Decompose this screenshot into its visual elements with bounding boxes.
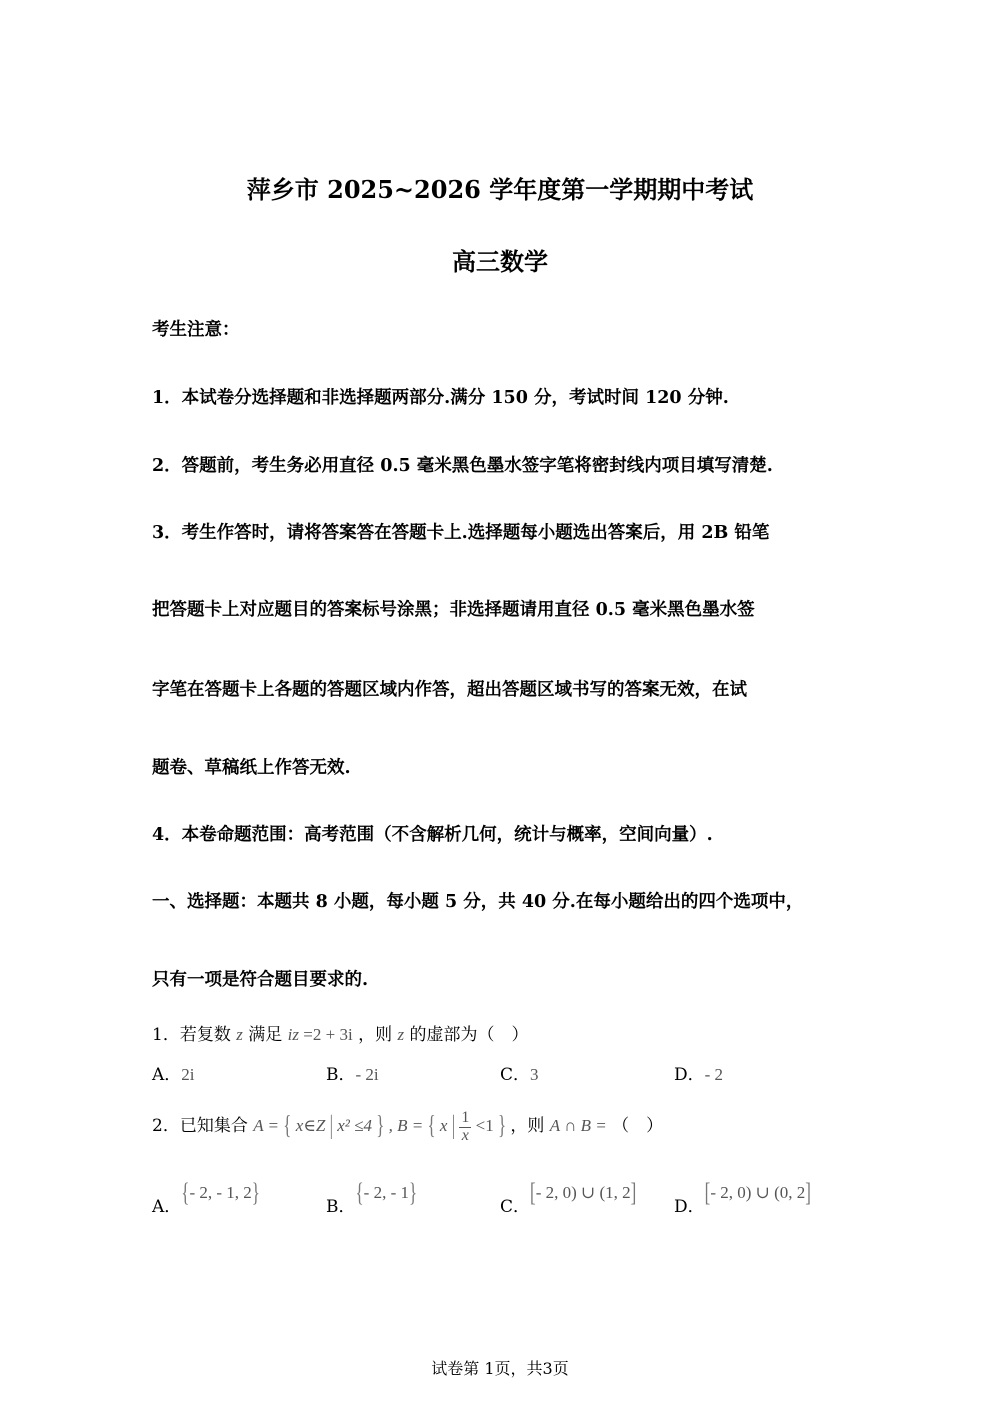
q2-fraction (459, 1110, 471, 1145)
right-brace-icon: } (497, 1110, 507, 1140)
vertical-bar-icon: | (329, 1110, 333, 1140)
q2-suffix: （ ） (612, 1116, 664, 1136)
option-value: 3 (530, 1065, 539, 1084)
q1-option-c (500, 1060, 539, 1085)
option-value: - 2i (355, 1065, 379, 1084)
fraction-numerator: 1 (461, 1108, 470, 1126)
left-bracket-icon: [ (530, 1177, 536, 1207)
notice-line-4: 4．本卷命题范围：高考范围（不含解析几何，统计与概率，空间向量）. (152, 825, 713, 845)
notice-line-3d: 题卷、草稿纸上作答无效. (152, 758, 351, 778)
option-label: A． (152, 1197, 182, 1217)
option-label: D． (674, 1065, 705, 1085)
q2-set-a-cond: x² ≤4 (337, 1116, 372, 1135)
section-heading-line-2: 只有一项是符合题目要求的. (152, 970, 369, 990)
q1-eq-lhs: iz (287, 1025, 300, 1044)
option-label: A． (152, 1065, 182, 1085)
page-footer: 试卷第 1页，共3页 (431, 1359, 569, 1378)
q2-option-b (326, 1177, 418, 1217)
left-brace-icon: { (283, 1110, 292, 1140)
notice-line-1: 1．本试卷分选择题和非选择题两部分.满分 150 分，考试时间 120 分钟. (152, 388, 729, 408)
q1-option-d (674, 1060, 723, 1085)
right-brace-icon: } (376, 1110, 385, 1140)
option-label: B． (326, 1065, 356, 1085)
option-value: - 2, 0) ∪ (1, 2 (535, 1183, 631, 1202)
right-bracket-icon: ] (805, 1177, 811, 1207)
notice-heading: 考生注意： (152, 320, 240, 340)
q1-mid2: ，则 (358, 1025, 393, 1045)
q1-option-b (326, 1060, 379, 1085)
q1-var: z (236, 1025, 243, 1044)
option-label: B． (326, 1197, 356, 1217)
option-value: 2i (181, 1065, 195, 1084)
notice-line-3c: 字笔在答题卡上各题的答题区域内作答，超出答题区域书写的答案无效，在试 (152, 680, 747, 700)
option-value: - 2, 0) ∪ (0, 2 (710, 1183, 806, 1202)
option-label: C． (500, 1065, 531, 1085)
option-value: - 2, - 1, 2 (189, 1183, 252, 1202)
vertical-bar-icon: | (451, 1110, 456, 1140)
question-1 (152, 1020, 529, 1045)
q2-mid: ，则 (510, 1116, 545, 1136)
notice-line-3a: 3．考生作答时，请将答案答在答题卡上.选择题每小题选出答案后，用 2B 铅笔 (152, 523, 770, 543)
q2-set-b-cond: <1 (475, 1116, 494, 1135)
q1-var2: z (397, 1025, 405, 1044)
right-brace-icon: } (409, 1177, 418, 1207)
option-label: D． (674, 1197, 705, 1217)
left-brace-icon: { (181, 1177, 190, 1207)
q2-option-c (500, 1177, 637, 1217)
left-bracket-icon: [ (704, 1177, 711, 1207)
q1-suffix: 的虚部为（ ） (409, 1025, 529, 1045)
q2-set-a-name: A = (253, 1116, 280, 1135)
q2-set-a-body: x∈Z (295, 1116, 326, 1135)
q2-option-a (152, 1177, 260, 1217)
notice-line-3b: 把答题卡上对应题目的答案标号涂黑；非选择题请用直径 0.5 毫米黑色墨水签 (152, 600, 755, 620)
left-brace-icon: { (427, 1110, 436, 1140)
q1-mid: 满足 (248, 1025, 283, 1045)
option-label: C． (500, 1197, 531, 1217)
q1-option-a (152, 1060, 195, 1085)
q1-eq-rhs: =2 + 3i (303, 1025, 353, 1044)
option-value: - 2, - 1 (363, 1183, 409, 1202)
fraction-denominator: x (461, 1126, 469, 1144)
left-brace-icon: { (355, 1177, 364, 1207)
q2-set-b-name: , B = (388, 1116, 424, 1135)
q2-set-b-var: x (439, 1116, 448, 1135)
notice-line-2: 2．答题前，考生务必用直径 0.5 毫米黑色墨水签字笔将密封线内项目填写清楚. (152, 456, 773, 476)
q2-option-d (674, 1177, 811, 1217)
q2-expr: A ∩ B = (549, 1116, 607, 1135)
exam-subject: 高三数学 (452, 247, 548, 276)
question-2 (152, 1103, 663, 1149)
option-value: - 2 (704, 1065, 724, 1084)
right-bracket-icon: ] (630, 1177, 637, 1207)
q1-prefix: 1．若复数 (152, 1025, 231, 1045)
section-heading-line-1: 一、选择题：本题共 8 小题，每小题 5 分，共 40 分.在每小题给出的四个选项中， (152, 892, 804, 912)
q2-prefix: 2．已知集合 (152, 1116, 248, 1136)
exam-title: 萍乡市 2025~2026 学年度第一学期期中考试 (246, 175, 754, 204)
right-brace-icon: } (251, 1177, 260, 1207)
